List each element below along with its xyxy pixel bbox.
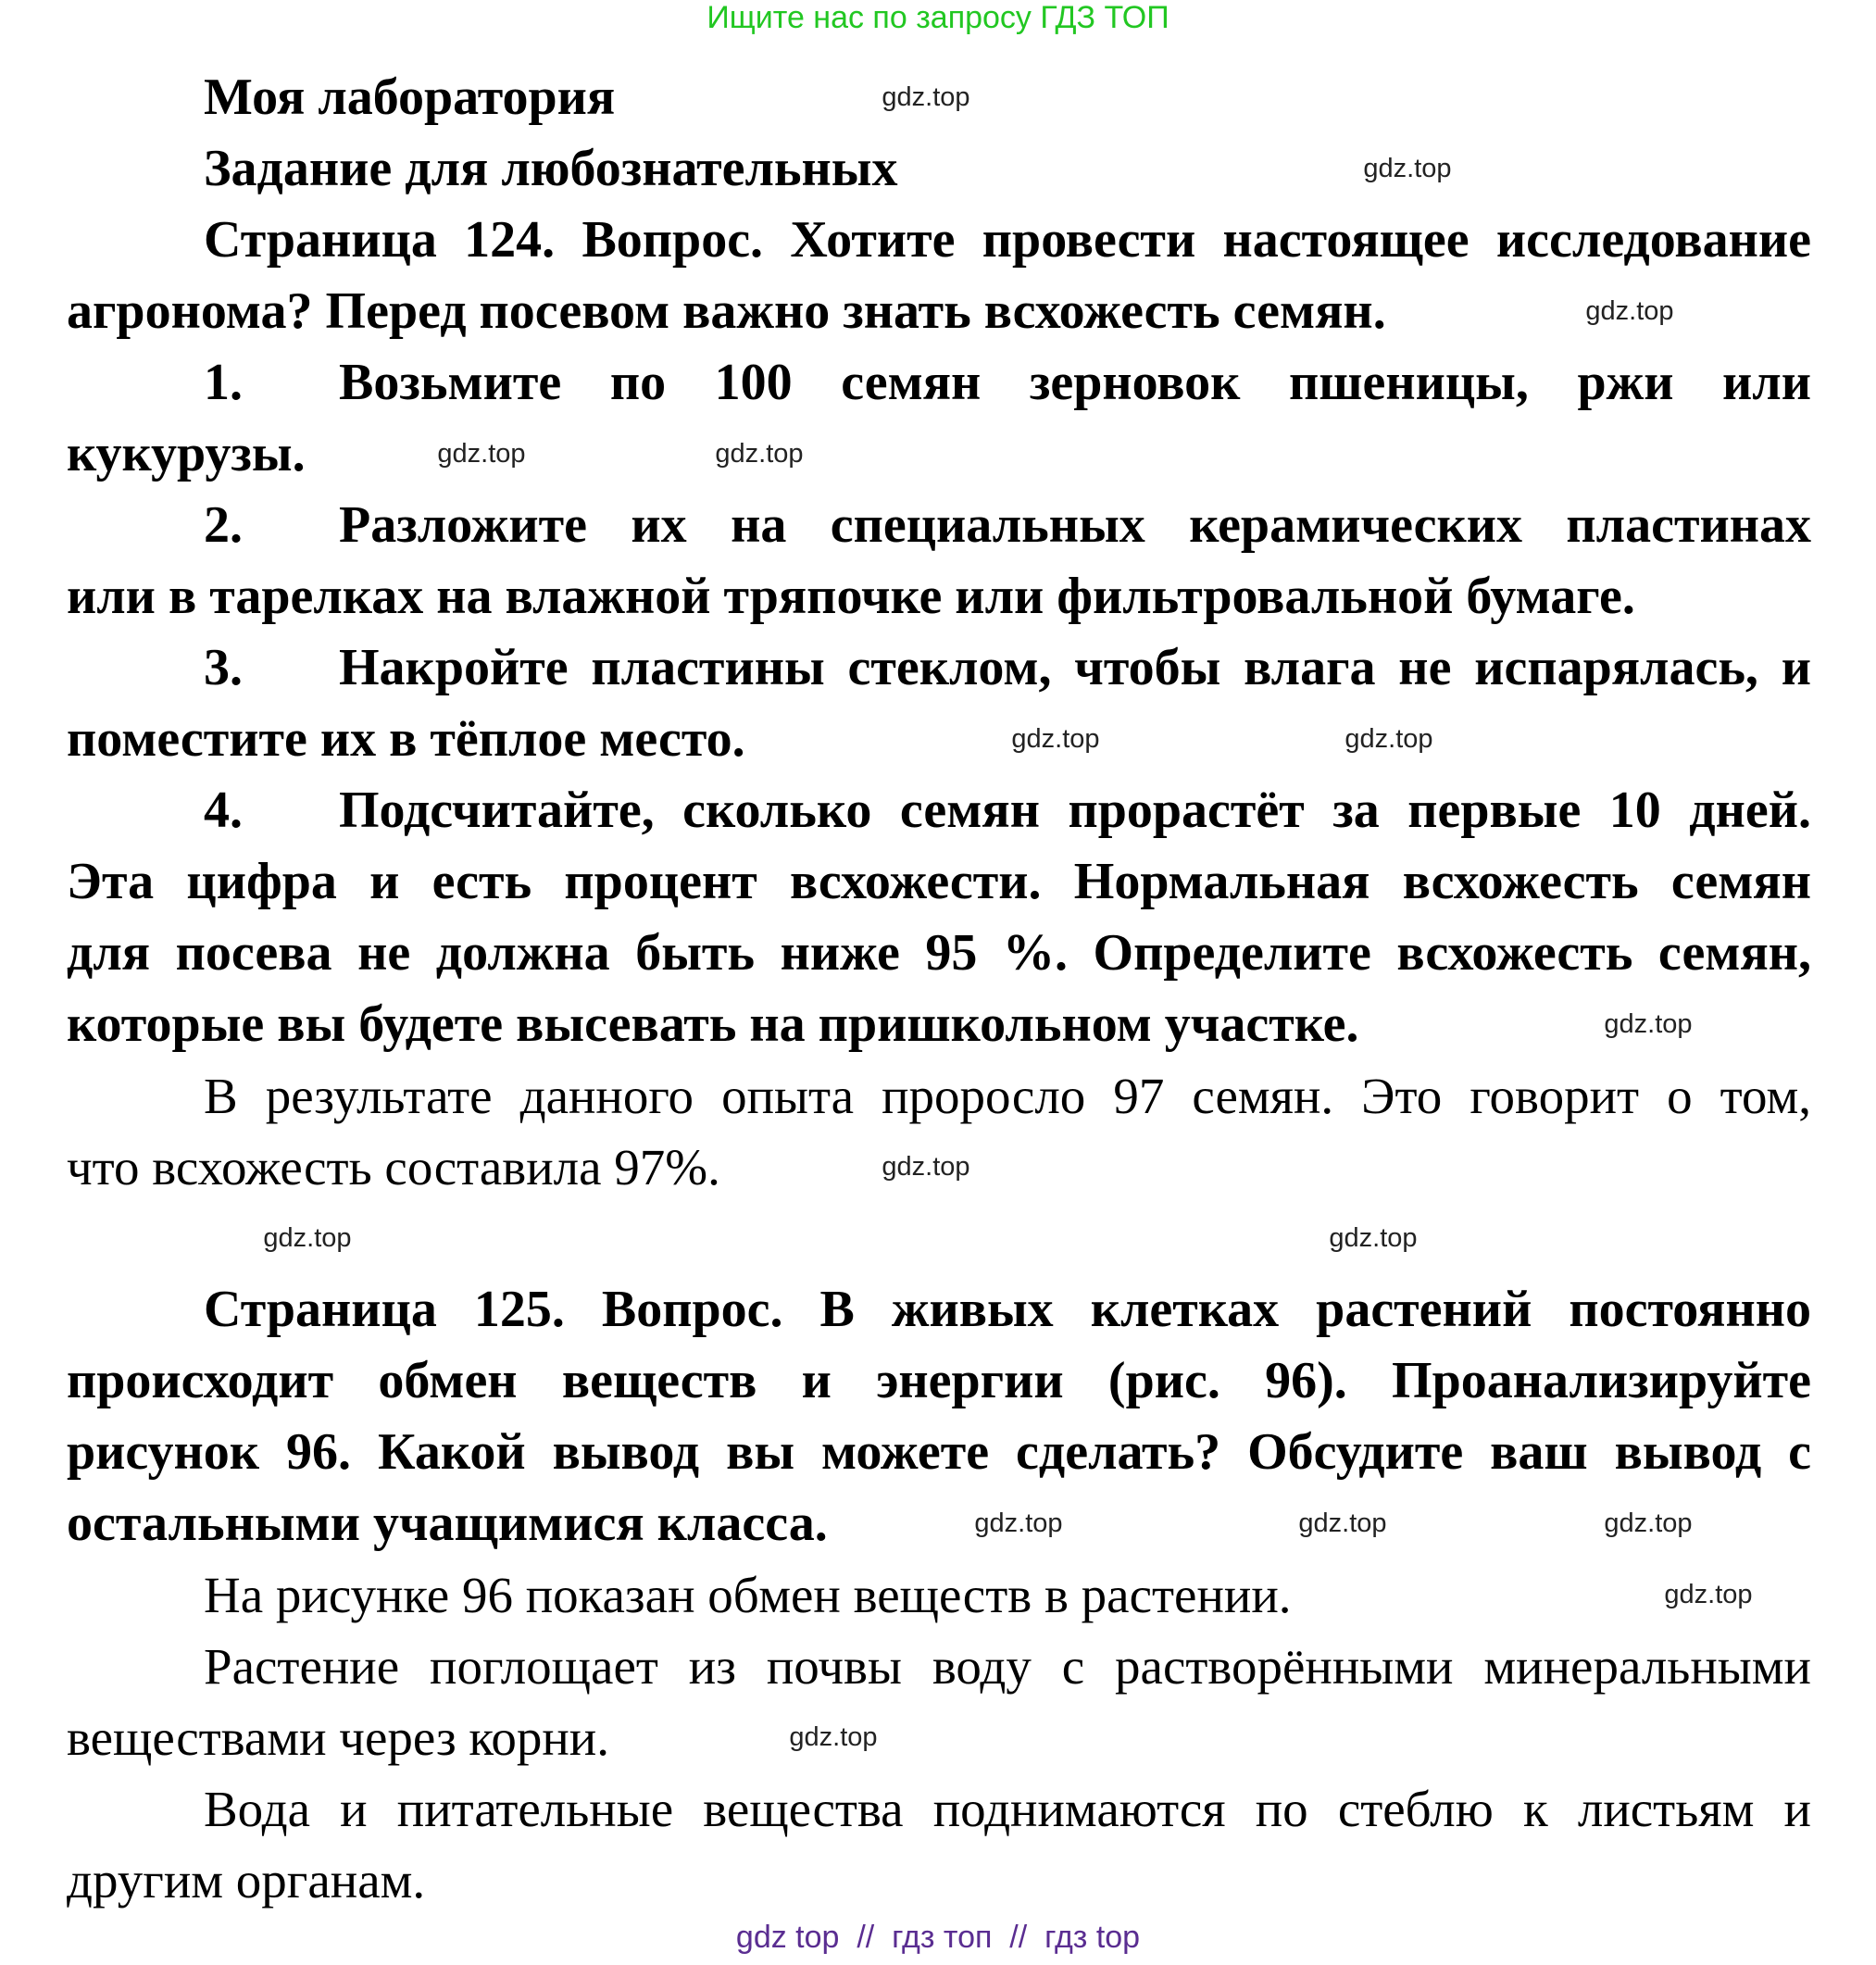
step-number: 4. xyxy=(204,782,243,839)
step-2 xyxy=(67,490,1811,561)
document-body xyxy=(67,62,1811,1916)
step-text: Разложите их на специальных керамических пластинах xyxy=(339,496,1811,554)
answer-124-line: В результате данного опыта проросло 97 семян. Это говорит о том, xyxy=(204,1068,1811,1124)
watermark: gdz.top xyxy=(1329,1223,1418,1253)
answer-124-line: что всхожесть составила 97%. xyxy=(67,1139,720,1195)
step-number: 3. xyxy=(204,639,243,696)
watermark: gdz.top xyxy=(437,439,526,469)
step-4 xyxy=(67,775,1811,846)
step-text: для посева не должна быть ниже 95 %. Определите всхожесть семян, xyxy=(67,924,1811,982)
watermark: gdz.top xyxy=(1344,724,1433,754)
watermark: gdz.top xyxy=(1363,154,1452,183)
step-number: 2. xyxy=(204,496,243,554)
question-125-line: остальными учащимися класса. xyxy=(67,1495,828,1552)
step-3 xyxy=(67,632,1811,704)
answer-125-line: Растение поглощает из почвы воду с растворёнными минеральными xyxy=(204,1638,1811,1695)
watermark: gdz.top xyxy=(1604,1508,1693,1538)
step-text: или в тарелках на влажной тряпочке или фильтровальной бумаге. xyxy=(67,568,1635,625)
section-subtitle: Задание для любознательных xyxy=(204,140,898,197)
watermark: gdz.top xyxy=(882,82,970,112)
question-125-line: рисунок 96. Какой вывод вы можете сделать? Обсудите ваш вывод с xyxy=(67,1423,1811,1481)
step-text: Возьмите по 100 семян зерновок пшеницы, ржи или xyxy=(339,354,1811,411)
watermark: gdz.top xyxy=(1585,296,1674,326)
question-125-line: Страница 125. Вопрос. В живых клетках растений постоянно xyxy=(204,1281,1811,1338)
watermark: gdz.top xyxy=(263,1223,352,1253)
question-124-line: Страница 124. Вопрос. Хотите провести настоящее исследование xyxy=(204,211,1811,269)
watermark: gdz.top xyxy=(789,1722,878,1752)
watermark: gdz.top xyxy=(1664,1580,1753,1609)
watermark: gdz.top xyxy=(882,1152,970,1182)
question-125-line: происходит обмен веществ и энергии (рис. 96). Проанализируйте xyxy=(67,1352,1811,1409)
answer-125-line: Вода и питательные вещества поднимаются по стеблю к листьям и xyxy=(204,1781,1811,1837)
answer-125-line: веществами через корни. xyxy=(67,1709,609,1766)
search-banner: Ищите нас по запросу ГДЗ ТОП xyxy=(707,0,1169,35)
step-1 xyxy=(67,347,1811,419)
step-text: поместите их в тёплое место. xyxy=(67,710,745,768)
answer-125-line: другим органам. xyxy=(67,1852,426,1909)
step-text: которые вы будете высевать на пришкольном участке. xyxy=(67,995,1359,1053)
step-text: Накройте пластины стеклом, чтобы влага не испарялась, и xyxy=(339,639,1811,696)
step-text: Подсчитайте, сколько семян прорастёт за первые 10 дней. xyxy=(339,782,1811,839)
section-title: Моя лаборатория xyxy=(204,69,616,126)
watermark: gdz.top xyxy=(1011,724,1100,754)
watermark: gdz.top xyxy=(715,439,804,469)
step-number: 1. xyxy=(204,354,243,411)
answer-125-line: На рисунке 96 показан обмен веществ в растении. xyxy=(204,1567,1292,1623)
question-124-line: агронома? Перед посевом важно знать всхожесть семян. xyxy=(67,282,1386,340)
footer-links: gdz top // гдз топ // гдз top xyxy=(735,1920,1141,1955)
watermark: gdz.top xyxy=(974,1508,1063,1538)
watermark: gdz.top xyxy=(1604,1009,1693,1039)
step-text: кукурузы. xyxy=(67,425,306,482)
watermark: gdz.top xyxy=(1298,1508,1387,1538)
step-text: Эта цифра и есть процент всхожести. Нормальная всхожесть семян xyxy=(67,853,1811,910)
